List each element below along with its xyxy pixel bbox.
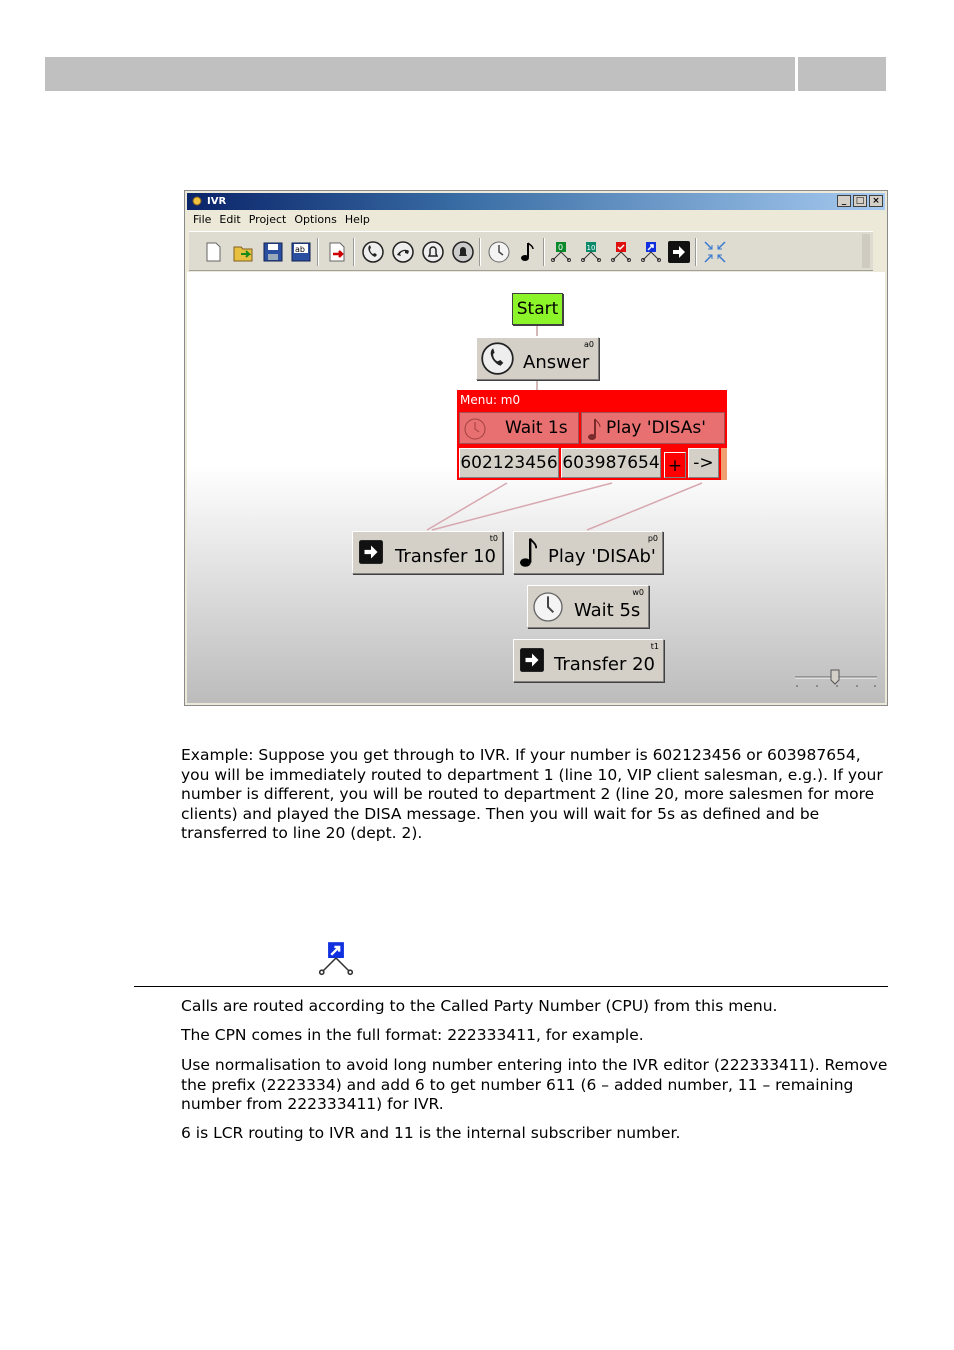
- menu-options[interactable]: Options: [294, 213, 337, 226]
- svg-text:10: 10: [586, 244, 596, 252]
- wait-5s-label: Wait 5s: [574, 600, 641, 621]
- menu-add-button[interactable]: +: [664, 452, 686, 478]
- diagram-canvas: [187, 272, 885, 703]
- svg-text:ab: ab: [295, 245, 305, 254]
- wait-5s-node[interactable]: [527, 585, 649, 628]
- open-icon[interactable]: [231, 240, 255, 264]
- menu-title: Menu: m0: [460, 393, 521, 407]
- play-icon[interactable]: [515, 240, 539, 264]
- transfer-icon: [358, 539, 384, 565]
- ivr-window: [184, 190, 888, 706]
- app-icon: [191, 195, 203, 207]
- menu-node[interactable]: [457, 390, 727, 480]
- menu-bar: [189, 212, 374, 228]
- answer-icon[interactable]: [361, 240, 385, 264]
- save-icon[interactable]: [261, 240, 285, 264]
- answer-icon: [480, 341, 515, 376]
- transfer-icon[interactable]: [667, 240, 691, 264]
- menu-wait-cell[interactable]: [459, 412, 579, 444]
- paragraph-cpu: Calls are routed according to the Called Party Number (CPU) from this menu.: [181, 997, 778, 1015]
- transfer-10-tag: t0: [489, 534, 498, 543]
- menu-wait-label: Wait 1s: [505, 418, 568, 438]
- answer-tag: a0: [584, 340, 594, 349]
- paragraph-normalisation: Use normalisation to avoid long number entering into the IVR editor (222333411). Remove the prefix (2223334) and add 6 to get number 611 (6 – added number, 11 – remaining number from 222333411) for IVR.: [181, 1056, 888, 1113]
- answer-label: Answer: [523, 352, 590, 373]
- menu-project[interactable]: Project: [248, 213, 287, 226]
- bell-icon[interactable]: [451, 240, 475, 264]
- wait-5s-tag: w0: [632, 588, 644, 597]
- note-icon: [517, 536, 541, 570]
- answer-node[interactable]: [476, 337, 599, 380]
- ring-icon[interactable]: [421, 240, 445, 264]
- clock-icon: [532, 591, 564, 623]
- menu-help[interactable]: Help: [344, 213, 370, 226]
- transfer-10-label: Transfer 10: [395, 546, 497, 567]
- play-disab-tag: p0: [647, 534, 658, 543]
- transfer-20-tag: t1: [650, 642, 659, 651]
- paragraph-cpn-format: The CPN comes in the full format: 222333411, for example.: [181, 1026, 644, 1044]
- menu-number-1[interactable]: 602123456: [459, 448, 559, 478]
- menu-play-cell[interactable]: [581, 412, 725, 444]
- transfer-20-node[interactable]: [513, 639, 664, 682]
- menu-cpn-icon: [317, 939, 355, 977]
- export-icon[interactable]: [325, 240, 349, 264]
- minimize-button[interactable]: _: [837, 195, 851, 207]
- menu-number-2[interactable]: 603987654: [561, 448, 661, 478]
- hangup-icon[interactable]: [391, 240, 415, 264]
- menu-cpn-icon[interactable]: [639, 240, 663, 264]
- toolbar-scroll[interactable]: [862, 234, 870, 268]
- menu-0-icon[interactable]: [549, 240, 573, 264]
- zoom-slider[interactable]: [793, 668, 879, 690]
- save-as-icon[interactable]: [289, 240, 313, 264]
- header-bar: [45, 57, 795, 91]
- close-button[interactable]: ×: [869, 195, 883, 207]
- menu-arrow-button[interactable]: ->: [688, 448, 719, 478]
- title-bar[interactable]: [187, 193, 885, 210]
- transfer-icon: [519, 647, 545, 673]
- window-title: IVR: [207, 196, 227, 207]
- menu-check-icon[interactable]: [609, 240, 633, 264]
- header-page-box: [798, 57, 886, 91]
- menu-file[interactable]: File: [193, 213, 212, 226]
- transfer-20-label: Transfer 20: [554, 654, 656, 675]
- paragraph-lcr: 6 is LCR routing to IVR and 11 is the internal subscriber number.: [181, 1124, 681, 1142]
- start-node[interactable]: Start: [512, 293, 563, 325]
- menu-10-icon[interactable]: [579, 240, 603, 264]
- menu-edit[interactable]: Edit: [219, 213, 241, 226]
- fit-icon[interactable]: [703, 240, 727, 264]
- maximize-button[interactable]: □: [853, 195, 867, 207]
- note-icon: [585, 417, 605, 443]
- section-rule: [134, 986, 888, 987]
- play-disab-label: Play 'DISAb': [548, 546, 656, 567]
- wait-icon[interactable]: [487, 240, 511, 264]
- svg-text:0: 0: [558, 243, 564, 252]
- transfer-10-node[interactable]: [352, 531, 503, 574]
- example-paragraph: Example: Suppose you get through to IVR. If your number is 602123456 or 603987654, you will be immediately routed to department 1 (line 10, VIP client salesman, e.g.). If your number is different, you will be routed to department 2 (line 20, more salesmen for more clients) and played the DISA message. Then you will wait for 5s as defined and be transferred to line 20 (dept. 2).: [181, 746, 883, 842]
- menu-play-label: Play 'DISAs': [606, 418, 706, 438]
- toolbar: [189, 231, 873, 271]
- new-icon[interactable]: [201, 240, 225, 264]
- clock-icon: [463, 417, 487, 441]
- play-disab-node[interactable]: [513, 531, 663, 574]
